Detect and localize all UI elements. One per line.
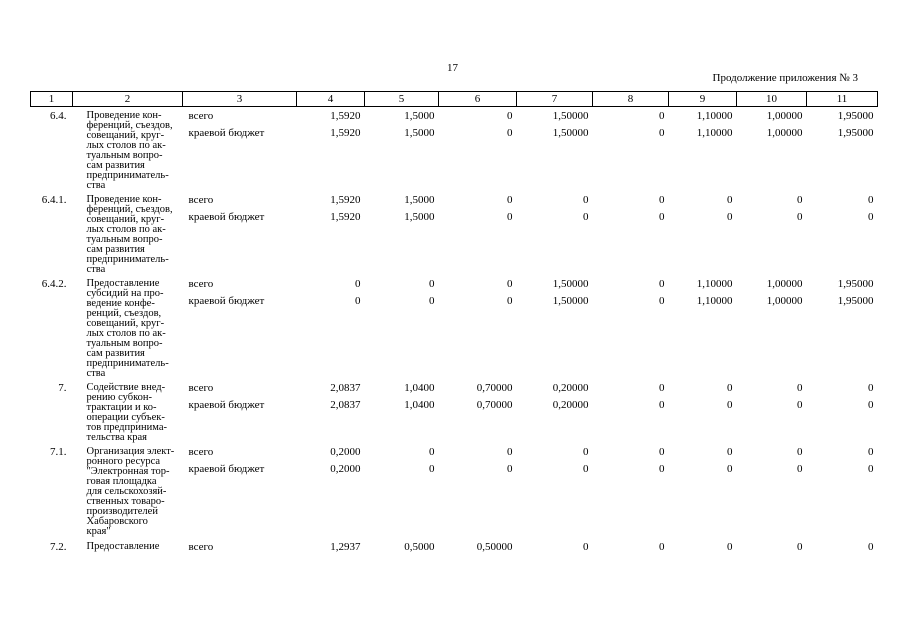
- value: 1,50000: [552, 110, 589, 122]
- value: 0: [797, 399, 803, 411]
- value-cell-col-8: [593, 443, 669, 538]
- value: 0,2000: [330, 446, 361, 458]
- appendix-continuation-label: Продолжение приложения № 3: [712, 72, 858, 84]
- value: 0: [429, 278, 435, 290]
- value: 0: [797, 194, 803, 206]
- value: 1,10000: [696, 295, 733, 307]
- value: 0: [507, 110, 513, 122]
- value: 0: [797, 541, 803, 553]
- value: 1,5000: [404, 211, 435, 223]
- value: 1,10000: [696, 278, 733, 290]
- table-row: [31, 379, 878, 443]
- value: 0: [355, 278, 361, 290]
- value: 0: [659, 194, 665, 206]
- column-header-6: 6: [439, 92, 517, 107]
- value: 0: [659, 446, 665, 458]
- value: 1,2937: [330, 541, 361, 553]
- value-cell-col-6: [439, 275, 517, 379]
- value: 0: [659, 541, 665, 553]
- event-name: Проведение кон- ференций, съездов, совещаний, круг- лых столов по ак- туальным вопро- сам развития предприниматель- ства: [86, 110, 173, 191]
- event-name: Проведение кон- ференций, съездов, совещаний, круг- лых столов по ак- туальным вопро- сам развития предприниматель- ства: [86, 194, 173, 275]
- value: 0: [659, 110, 665, 122]
- value-cell-col-7: [517, 107, 593, 192]
- value-cell-col-8: [593, 107, 669, 192]
- value-cell-col-6: [439, 538, 517, 559]
- value-cell-col-11: [807, 538, 878, 559]
- value-cell-col-5: [365, 443, 439, 538]
- value-cell-col-8: [593, 379, 669, 443]
- value-cell-col-9: [669, 191, 737, 275]
- column-header-5: 5: [365, 92, 439, 107]
- funding-source-label: всего: [188, 278, 214, 290]
- value: 0: [727, 382, 733, 394]
- value: 0: [659, 127, 665, 139]
- column-header-9: 9: [669, 92, 737, 107]
- value-cell-col-11: [807, 443, 878, 538]
- value: 2,0837: [330, 399, 361, 411]
- value: 0: [429, 463, 435, 475]
- table-row: [31, 191, 878, 275]
- value: 0: [659, 211, 665, 223]
- value-cell-col-6: [439, 443, 517, 538]
- value-cell-col-8: [593, 538, 669, 559]
- value: 1,00000: [766, 278, 803, 290]
- value: 2,0837: [330, 382, 361, 394]
- value: 0,70000: [476, 399, 513, 411]
- value-cell-col-7: [517, 275, 593, 379]
- value: 1,5000: [404, 194, 435, 206]
- header-row: [31, 92, 878, 107]
- funding-source-label: всего: [188, 446, 214, 458]
- row-number: 6.4.1.: [41, 194, 67, 206]
- value: 1,10000: [696, 110, 733, 122]
- value-cell-col-7: [517, 191, 593, 275]
- value: 1,0400: [404, 399, 435, 411]
- value-cell-col-4: [297, 275, 365, 379]
- value: 1,5920: [330, 110, 361, 122]
- column-header-11: 11: [807, 92, 878, 107]
- value-cell-col-11: [807, 275, 878, 379]
- value: 0: [507, 446, 513, 458]
- value: 1,5000: [404, 110, 435, 122]
- value-cell-col-6: [439, 379, 517, 443]
- value: 1,5000: [404, 127, 435, 139]
- funding-source: [183, 443, 297, 538]
- value-cell-col-11: [807, 191, 878, 275]
- value: 0: [659, 399, 665, 411]
- value: 0: [659, 278, 665, 290]
- value-cell-col-7: [517, 379, 593, 443]
- value: 0: [583, 541, 589, 553]
- table-row: [31, 107, 878, 192]
- budget-table: [30, 91, 878, 559]
- value: 0: [727, 399, 733, 411]
- table-body: [31, 107, 878, 560]
- funding-source-label: краевой бюджет: [188, 211, 265, 223]
- value: 0: [797, 446, 803, 458]
- funding-source-label: всего: [188, 194, 214, 206]
- value: 0: [868, 382, 874, 394]
- column-header-1: 1: [31, 92, 73, 107]
- value: 1,00000: [766, 110, 803, 122]
- row-number: 7.1.: [50, 446, 67, 458]
- funding-source-label: всего: [188, 382, 214, 394]
- value-cell-col-5: [365, 538, 439, 559]
- value: 0: [797, 211, 803, 223]
- column-header-2: 2: [73, 92, 183, 107]
- value: 0: [727, 463, 733, 475]
- event-name: Организация элект- ронного ресурса "Электронная тор- говая площадка для сельскохозяй- ственных товаро- производителей Хабаровского края": [86, 446, 175, 537]
- value: 1,50000: [552, 127, 589, 139]
- value: 0: [659, 295, 665, 307]
- value: 0,2000: [330, 463, 361, 475]
- value: 0: [507, 194, 513, 206]
- value: 0: [868, 211, 874, 223]
- funding-source-label: краевой бюджет: [188, 127, 265, 139]
- table-row: [31, 275, 878, 379]
- value-cell-col-6: [439, 191, 517, 275]
- value: 0: [727, 211, 733, 223]
- value-cell-col-4: [297, 443, 365, 538]
- row-number: 6.4.: [50, 110, 67, 122]
- value: 1,5920: [330, 127, 361, 139]
- value: 1,5920: [330, 194, 361, 206]
- value-cell-col-9: [669, 538, 737, 559]
- value-cell-col-9: [669, 443, 737, 538]
- value: 1,50000: [552, 278, 589, 290]
- value-cell-col-9: [669, 107, 737, 192]
- value-cell-col-10: [737, 538, 807, 559]
- value-cell-col-9: [669, 275, 737, 379]
- event-name: Предоставление: [86, 541, 160, 552]
- value: 0: [583, 194, 589, 206]
- value-cell-col-10: [737, 191, 807, 275]
- value: 1,5920: [330, 211, 361, 223]
- value-cell-col-5: [365, 107, 439, 192]
- value: 0: [797, 463, 803, 475]
- funding-source: [183, 275, 297, 379]
- value-cell-col-7: [517, 443, 593, 538]
- value: 0: [507, 211, 513, 223]
- value: 1,00000: [766, 295, 803, 307]
- value-cell-col-11: [807, 107, 878, 192]
- funding-source-label: всего: [188, 110, 214, 122]
- funding-source: [183, 191, 297, 275]
- value-cell-col-8: [593, 191, 669, 275]
- value: 1,95000: [837, 110, 874, 122]
- value: 0: [429, 446, 435, 458]
- value-cell-col-10: [737, 443, 807, 538]
- value: 1,95000: [837, 295, 874, 307]
- value: 0: [659, 463, 665, 475]
- funding-source: [183, 379, 297, 443]
- value: 0: [507, 127, 513, 139]
- column-header-10: 10: [737, 92, 807, 107]
- value-cell-col-10: [737, 107, 807, 192]
- table-row: [31, 443, 878, 538]
- value-cell-col-4: [297, 107, 365, 192]
- value: 0: [429, 295, 435, 307]
- value: 0: [507, 278, 513, 290]
- value-cell-col-8: [593, 275, 669, 379]
- page-number: 17: [447, 62, 458, 74]
- funding-source-label: краевой бюджет: [188, 399, 265, 411]
- value: 0,5000: [404, 541, 435, 553]
- funding-source-label: краевой бюджет: [188, 463, 265, 475]
- value: 0: [727, 446, 733, 458]
- table-row: [31, 538, 878, 559]
- event-name: Предоставление субсидий на про- ведение конфе- ренций, съездов, совещаний, круг- лых столов по ак- туальным вопро- сам развития предприниматель- ства: [86, 278, 169, 379]
- column-header-7: 7: [517, 92, 593, 107]
- value-cell-col-5: [365, 191, 439, 275]
- value: 0: [583, 446, 589, 458]
- value: 0: [868, 463, 874, 475]
- value: 0: [355, 295, 361, 307]
- value: 1,95000: [837, 278, 874, 290]
- value-cell-col-9: [669, 379, 737, 443]
- value: 0,20000: [552, 399, 589, 411]
- value-cell-col-11: [807, 379, 878, 443]
- column-header-4: 4: [297, 92, 365, 107]
- value: 0: [727, 194, 733, 206]
- value: 0,20000: [552, 382, 589, 394]
- value: 0: [659, 382, 665, 394]
- value-cell-col-4: [297, 379, 365, 443]
- column-header-8: 8: [593, 92, 669, 107]
- value-cell-col-4: [297, 538, 365, 559]
- value: 0: [507, 295, 513, 307]
- value: 0: [868, 541, 874, 553]
- row-number: 6.4.2.: [41, 278, 67, 290]
- value: 0: [727, 541, 733, 553]
- funding-source: [183, 107, 297, 192]
- value: 0: [868, 194, 874, 206]
- value: 1,0400: [404, 382, 435, 394]
- value: 0: [507, 463, 513, 475]
- value-cell-col-6: [439, 107, 517, 192]
- value-cell-col-7: [517, 538, 593, 559]
- value-cell-col-10: [737, 275, 807, 379]
- value: 1,95000: [837, 127, 874, 139]
- value: 0,50000: [476, 541, 513, 553]
- value: 1,00000: [766, 127, 803, 139]
- event-name: Содействие внед- рению субкон- трактации и ко- операции субъек- тов предпринима- тельства края: [86, 382, 167, 443]
- value: 0: [868, 446, 874, 458]
- value-cell-col-4: [297, 191, 365, 275]
- value: 0: [797, 382, 803, 394]
- value: 0: [583, 211, 589, 223]
- value: 0: [868, 399, 874, 411]
- funding-source-label: краевой бюджет: [188, 295, 265, 307]
- value: 1,10000: [696, 127, 733, 139]
- row-number: 7.2.: [50, 541, 67, 553]
- column-header-3: 3: [183, 92, 297, 107]
- row-number: 7.: [58, 382, 67, 394]
- funding-source: [183, 538, 297, 559]
- value-cell-col-5: [365, 379, 439, 443]
- value-cell-col-10: [737, 379, 807, 443]
- value-cell-col-5: [365, 275, 439, 379]
- value: 0: [583, 463, 589, 475]
- funding-source-label: всего: [188, 541, 214, 553]
- value: 0,70000: [476, 382, 513, 394]
- value: 1,50000: [552, 295, 589, 307]
